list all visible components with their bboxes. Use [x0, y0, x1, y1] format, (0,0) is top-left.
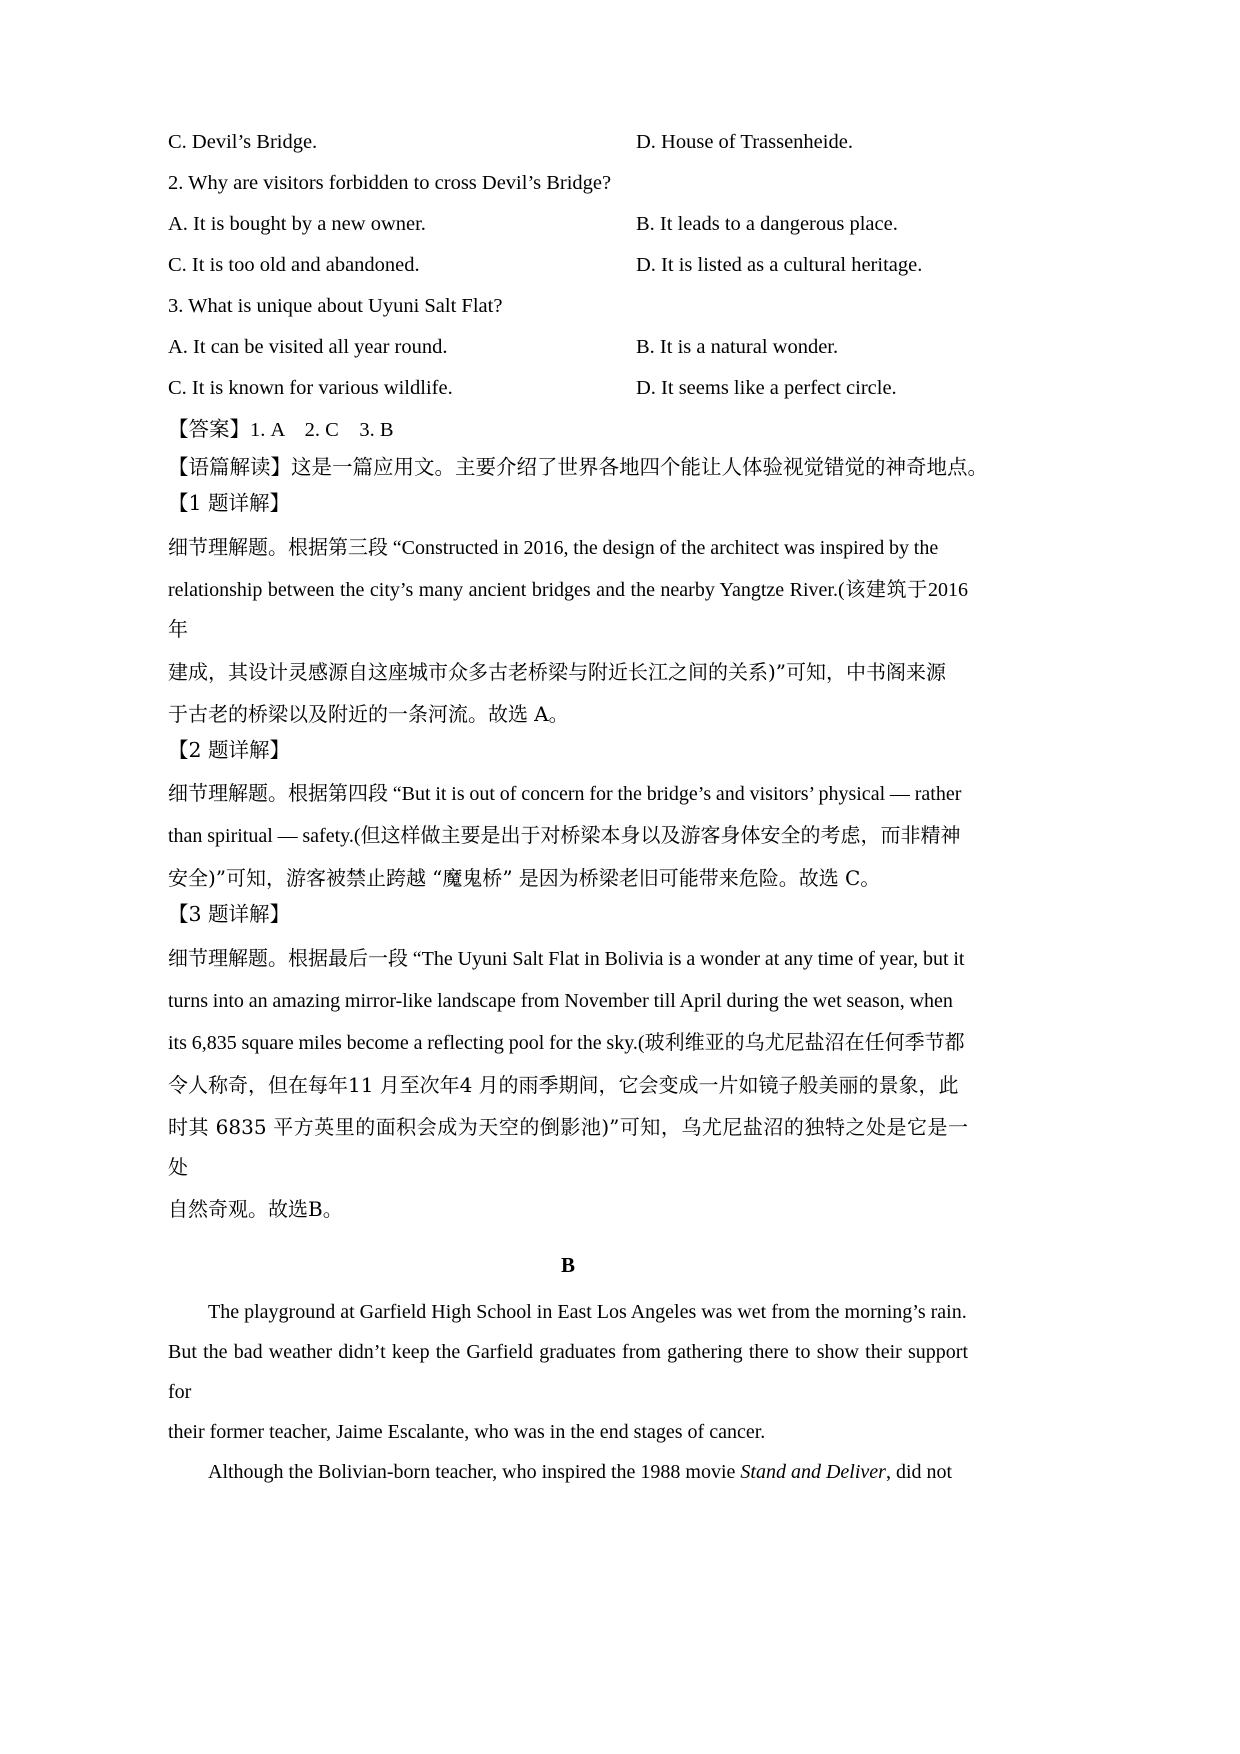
explanation-2-line-1: 细节理解题。根据第四段 “But it is out of concern for the bridge’s and visitors’ physical — rather — [168, 783, 962, 805]
explanation-1-line-4: 于古老的桥梁以及附近的一条河流。故选 A。 — [168, 701, 569, 726]
explanation-2-line-2: than spiritual — safety.(但这样做主要是出于对桥梁本身以及游客身体安全的考虑，而非精神 — [168, 825, 961, 847]
question-1-options-cd — [168, 132, 968, 153]
option-a[interactable]: A. It can be visited all year round. — [168, 336, 448, 358]
section-b-paragraph-1-line-2: But the bad weather didn’t keep the Garfield graduates from gathering there to show their support for — [168, 1340, 968, 1403]
explanation-3-line-6: 自然奇观。故选B。 — [168, 1196, 343, 1221]
option-a[interactable]: A. It is bought by a new owner. — [168, 213, 426, 235]
explanation-3-heading: 【3 题详解】 — [168, 902, 291, 926]
option-c[interactable]: C. Devil’s Bridge. — [168, 131, 318, 153]
answer-key-line — [168, 419, 968, 441]
paragraph-2-text-post: , did not — [885, 1460, 953, 1483]
question-3-options-ab — [168, 337, 968, 358]
section-b-title: B — [560, 1252, 575, 1277]
paragraph-2-text-pre: Although the Bolivian-born teacher, who inspired the 1988 movie — [208, 1460, 741, 1483]
option-b[interactable]: B. It leads to a dangerous place. — [636, 213, 898, 235]
explanation-3-line-1: 细节理解题。根据最后一段 “The Uyuni Salt Flat in Bolivia is a wonder at any time of year, but it — [168, 947, 965, 970]
section-b-paragraph-2-line-1 — [168, 1452, 968, 1492]
option-d[interactable]: D. It seems like a perfect circle. — [636, 377, 897, 399]
section-b-paragraph-1-line-1: The playground at Garfield High School in East Los Angeles was wet from the morning’s rain. — [208, 1300, 967, 1323]
passage-analysis-line — [168, 454, 988, 479]
passage-analysis-label: 【语篇解读】 — [168, 454, 291, 479]
answer-key-label: 【答案】 — [168, 417, 250, 441]
question-2-options-cd — [168, 255, 968, 276]
option-c[interactable]: C. It is too old and abandoned. — [168, 254, 420, 276]
passage-analysis-text: 这是一篇应用文。主要介绍了世界各地四个能让人体验视觉错觉的神奇地点。 — [291, 454, 988, 479]
explanation-3-line-5: 时其 6835 平方英里的面积会成为天空的倒影池)”可知，乌尤尼盐沼的独特之处是它是一处 — [168, 1114, 968, 1179]
option-d[interactable]: D. House of Trassenheide. — [636, 131, 853, 153]
explanation-3-line-2: turns into an amazing mirror-like landscape from November till April during the wet season, when — [168, 989, 953, 1012]
explanation-2-line-3: 安全)”可知，游客被禁止跨越 “魔鬼桥” 是因为桥梁老旧可能带来危险。故选 C。 — [168, 866, 881, 890]
question-2-stem: 2. Why are visitors forbidden to cross Devil’s Bridge? — [168, 172, 612, 194]
option-d[interactable]: D. It is listed as a cultural heritage. — [636, 254, 923, 276]
question-3-stem: 3. What is unique about Uyuni Salt Flat? — [168, 295, 503, 317]
question-2-options-ab — [168, 214, 968, 235]
explanation-3-line-4: 令人称奇，但在每年11 月至次年4 月的雨季期间，它会变成一片如镜子般美丽的景象，此 — [168, 1072, 959, 1097]
option-b[interactable]: B. It is a natural wonder. — [636, 336, 839, 358]
question-3-options-cd — [168, 378, 968, 399]
explanation-2-heading: 【2 题详解】 — [168, 737, 291, 762]
option-c[interactable]: C. It is known for various wildlife. — [168, 377, 453, 399]
page-content — [168, 131, 988, 1492]
movie-title: Stand and Deliver — [740, 1460, 886, 1483]
section-b-paragraph-1-line-3: their former teacher, Jaime Escalante, who was in the end stages of cancer. — [168, 1420, 766, 1443]
explanation-1-line-1: 细节理解题。根据第三段 “Constructed in 2016, the design of the architect was inspired by the — [168, 536, 939, 559]
explanation-1-line-2: relationship between the city’s many ancient bridges and the nearby Yangtze River.(该建筑于2016年 — [168, 578, 968, 641]
answer-key-values: 1. A 2. C 3. B — [250, 419, 394, 441]
explanation-3-line-3: its 6,835 square miles become a reflecting pool for the sky.(玻利维亚的乌尤尼盐沼在任何季节都 — [168, 1031, 965, 1054]
explanation-1-heading: 【1 题详解】 — [168, 491, 291, 515]
explanation-1-line-3: 建成，其设计灵感源自这座城市众多古老桥梁与附近长江之间的关系)”可知，中书阁来源 — [168, 659, 947, 684]
